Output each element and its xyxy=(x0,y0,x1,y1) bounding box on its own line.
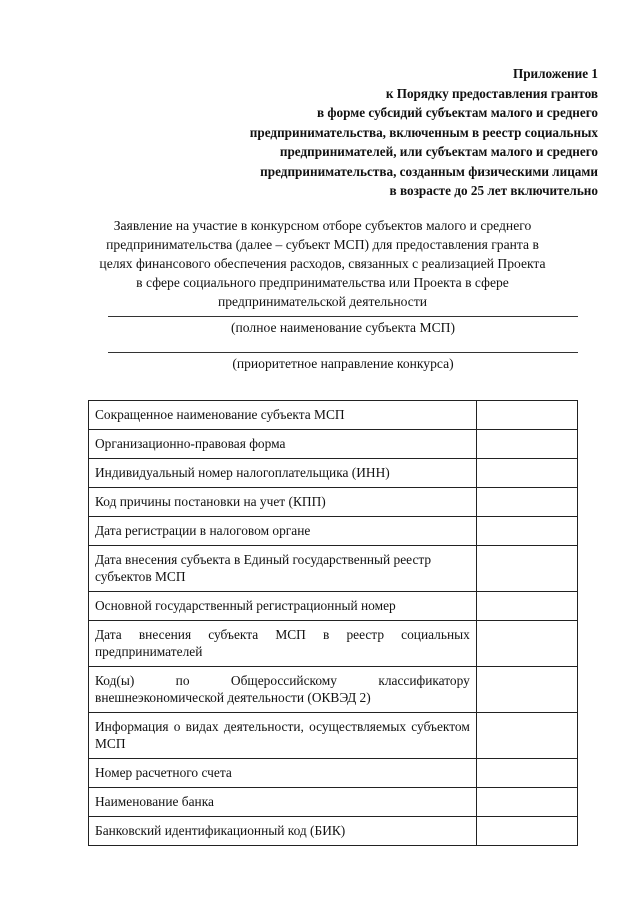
applicant-info-table xyxy=(88,400,578,846)
full-name-blank-line[interactable] xyxy=(108,316,578,317)
row-value-cell[interactable] xyxy=(476,788,577,817)
title-line: предпринимательства (далее – субъект МСП) для предоставления гранта в xyxy=(106,237,539,252)
row-value-cell[interactable] xyxy=(476,621,577,667)
row-label: Наименование банка xyxy=(89,788,477,817)
row-label: Дата внесения субъекта в Единый государственный реестр субъектов МСП xyxy=(89,546,477,592)
table-row xyxy=(89,592,578,621)
full-name-caption: (полное наименование субъекта МСП) xyxy=(231,320,455,335)
row-label: Банковский идентификационный код (БИК) xyxy=(89,817,477,846)
title-line: в сфере социального предпринимательства или Проекта в сфере xyxy=(136,275,509,290)
table-row xyxy=(89,621,578,667)
table-row xyxy=(89,667,578,713)
appendix-line: предпринимателей, или субъектам малого и среднего xyxy=(279,144,598,159)
row-value-cell[interactable] xyxy=(476,759,577,788)
appendix-line: к Порядку предоставления грантов xyxy=(385,85,598,101)
table-row xyxy=(89,430,578,459)
row-value-cell[interactable] xyxy=(476,459,577,488)
row-value-cell[interactable] xyxy=(476,430,577,459)
row-label: Дата внесения субъекта МСП в реестр социальных предпринимателей xyxy=(89,621,477,667)
row-label: Основной государственный регистрационный номер xyxy=(89,592,477,621)
row-label: Номер расчетного счета xyxy=(89,759,477,788)
appendix-line: в форме субсидий субъектам малого и среднего xyxy=(316,105,598,120)
row-value-cell[interactable] xyxy=(476,667,577,713)
application-title xyxy=(90,216,555,311)
table-row xyxy=(89,546,578,592)
table-row xyxy=(89,401,578,430)
title-line: Заявление на участие в конкурсном отборе субъектов малого и среднего xyxy=(113,218,532,233)
row-value-cell[interactable] xyxy=(476,401,577,430)
row-value-cell[interactable] xyxy=(476,817,577,846)
appendix-line: предпринимательства, включенным в реестр социальных xyxy=(249,124,598,140)
row-label: Индивидуальный номер налогоплательщика (ИНН) xyxy=(89,459,477,488)
row-value-cell[interactable] xyxy=(476,488,577,517)
appendix-heading xyxy=(178,64,598,201)
row-value-cell[interactable] xyxy=(476,713,577,759)
table-row xyxy=(89,488,578,517)
row-label: Информация о видах деятельности, осуществляемых субъектом МСП xyxy=(89,713,477,759)
row-label: Организационно-правовая форма xyxy=(89,430,477,459)
row-label: Сокращенное наименование субъекта МСП xyxy=(89,401,477,430)
row-label: Код(ы) по Общероссийскому классификатору внешнеэкономической деятельности (ОКВЭД 2) xyxy=(89,667,477,713)
priority-direction-caption: (приоритетное направление конкурса) xyxy=(232,356,454,371)
table-row xyxy=(89,459,578,488)
table-row xyxy=(89,517,578,546)
row-value-cell[interactable] xyxy=(476,546,577,592)
title-line: предпринимательской деятельности xyxy=(217,294,428,309)
table-row xyxy=(89,788,578,817)
table-row xyxy=(89,817,578,846)
title-line: целях финансового обеспечения расходов, связанных с реализацией Проекта xyxy=(99,256,546,271)
priority-direction-blank-line[interactable] xyxy=(108,352,578,353)
row-label: Код причины постановки на учет (КПП) xyxy=(89,488,477,517)
row-value-cell[interactable] xyxy=(476,517,577,546)
row-label: Дата регистрации в налоговом органе xyxy=(89,517,477,546)
appendix-line: Приложение 1 xyxy=(512,66,598,81)
table-row xyxy=(89,759,578,788)
table-row xyxy=(89,713,578,759)
appendix-line: предпринимательства, созданным физическими лицами xyxy=(260,163,598,179)
row-value-cell[interactable] xyxy=(476,592,577,621)
appendix-line: в возрасте до 25 лет включительно xyxy=(389,183,598,198)
